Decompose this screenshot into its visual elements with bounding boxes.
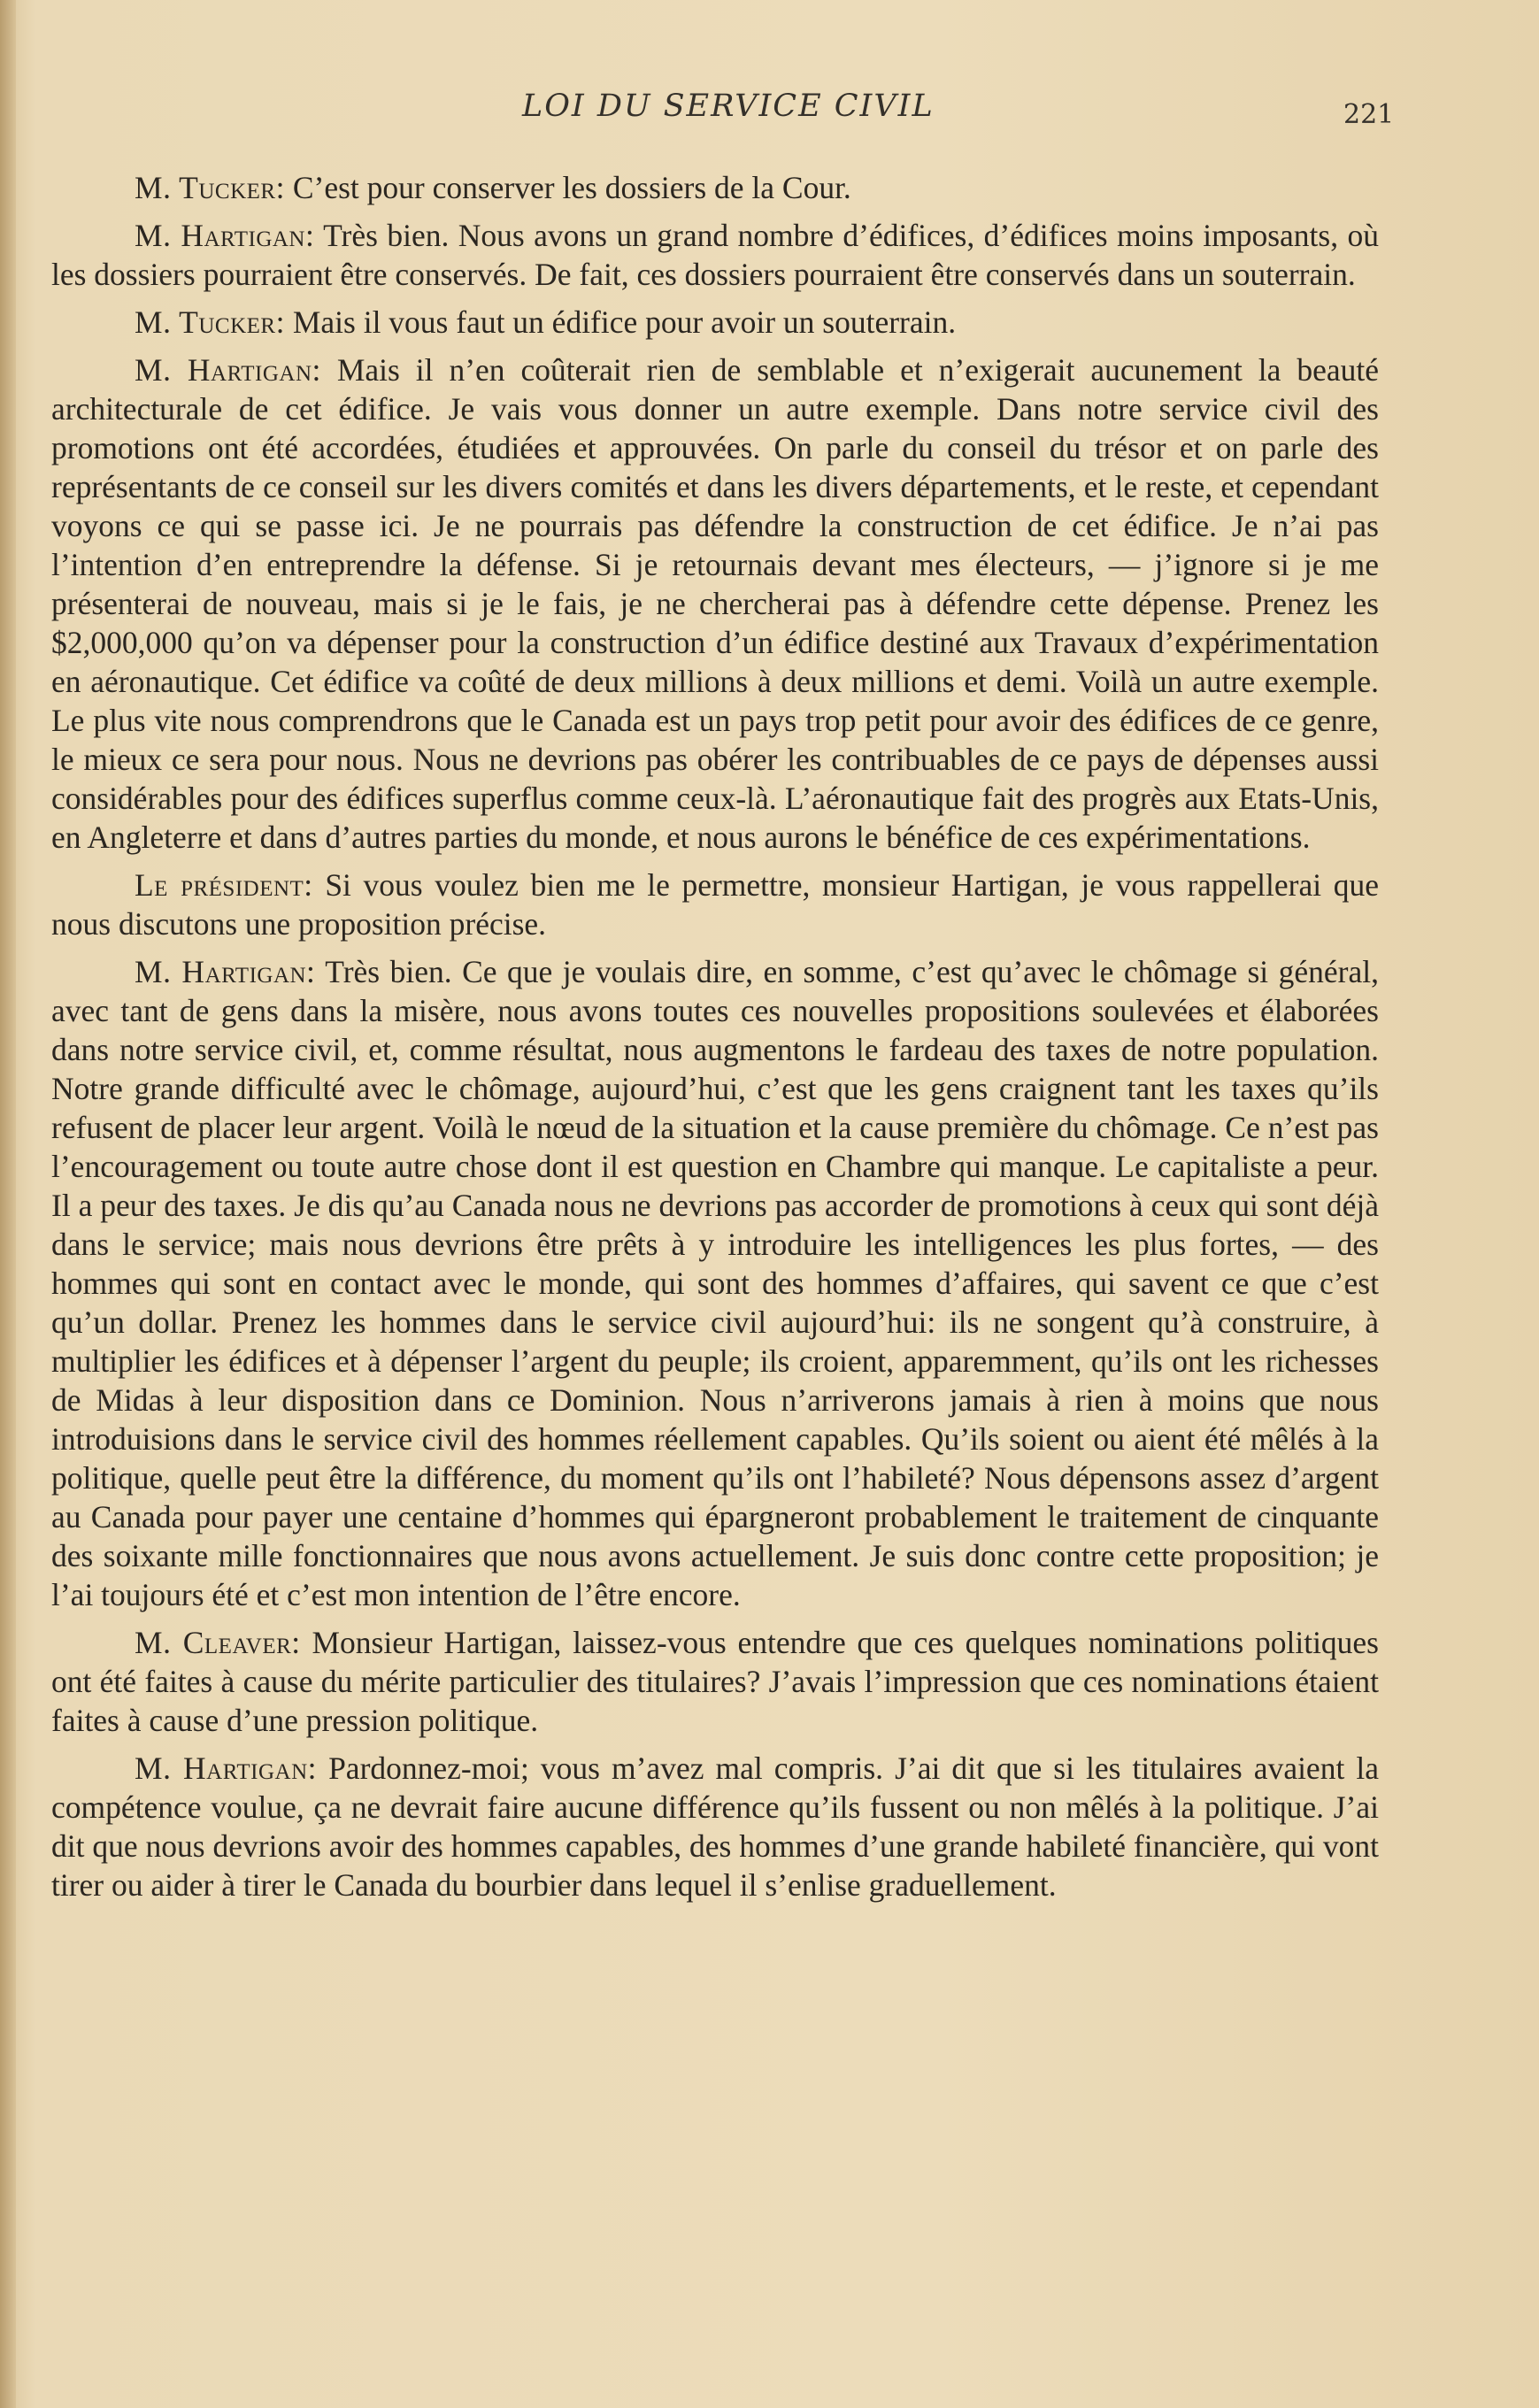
- paragraph: [51, 865, 1379, 943]
- paragraph-text: Mais il n’en coûterait rien de semblable et n’exigerait aucunement la beauté architecturale de cet édifice. Je vais vous donner un autre exemple. Dans notre service civil des promotions ont été accordées, étudiées et approuvées. On parle du conseil du trésor et on parle des représentants de ce conseil sur les divers comités et dans les divers départements, et le reste, et cependant voyons ce qui se passe ici. Je ne pourrais pas défendre la construction de cet édifice. Je n’ai pas l’intention d’en entreprendre la défense. Si je retournais devant mes électeurs, — j’ignore si je me présenterai de nouveau, mais si je le fais, je ne chercherai pas à défendre cette dépense. Prenez les $2,000,000 qu’on va dépenser pour la construction d’un édifice destiné aux Travaux d’expérimentation en aéronautique. Cet édifice va coûté de deux millions à deux millions et demi. Voilà un autre exemple. Le plus vite nous comprendrons que le Canada est un pays trop petit pour avoir des édifices de ce genre, le mieux ce sera pour nous. Nous ne devrions pas obérer les contribuables de ce pays de dépenses aussi considérables pour des édifices superflus comme ceux-là. L’aéronautique fait des progrès aux Etats-Unis, en Angleterre et dans d’autres parties du monde, et nous aurons le bénéfice de ces expérimentations.: [51, 352, 1379, 855]
- speaker-name: M. Hartigan:: [135, 352, 321, 388]
- speaker-name: M. Hartigan:: [135, 1750, 317, 1786]
- speaker-name: M. Hartigan:: [135, 954, 316, 989]
- running-title: LOI DU SERVICE CIVIL: [522, 88, 935, 124]
- page-number: 221: [1343, 99, 1395, 130]
- running-header: [0, 88, 1539, 133]
- paragraph: [51, 350, 1379, 857]
- speaker-name: M. Tucker:: [135, 304, 285, 340]
- paragraph-text: Très bien. Ce que je voulais dire, en somme, c’est qu’avec le chômage si général, avec tant de gens dans la misère, nous avons toutes ces nouvelles propositions soulevées et élaborées dans notre service civil, et, comme résultat, nous augmentons le fardeau des taxes de notre population. Notre grande difficulté avec le chômage, aujourd’hui, c’est que les gens craignent tant les taxes qu’ils refusent de placer leur argent. Voilà le nœud de la situation et la cause première du chômage. Ce n’est pas l’encouragement ou toute autre chose dont il est question en Chambre qui manque. Le capitaliste a peur. Il a peur des taxes. Je dis qu’au Canada nous ne devrions pas accorder de promotions à ceux qui sont déjà dans le service; mais nous devrions être prêts à y introduire les intelligences les plus fortes, — des hommes qui sont en contact avec le monde, qui sont des hommes d’affaires, qui savent ce que c’est qu’un dollar. Prenez les hommes dans le service civil aujourd’hui: ils ne songent qu’à construire, à multiplier les édifices et à dépenser l’argent du peuple; ils croient, apparemment, qu’ils ont les richesses de Midas à leur disposition dans ce Dominion. Nous n’arriverons jamais à rien à moins que nous introduisions dans le service civil des hommes réellement capables. Qu’ils soient ou aient été mêlés à la politique, quelle peut être la différence, du moment qu’ils ont l’habileté? Nous dépensons assez d’argent au Canada pour payer une centaine d’hommes qui épargneront probablement le traitement de cinquante des soixante mille fonctionnaires que nous avons actuellement. Je suis donc contre cette proposition; je l’ai toujours été et c’est mon intention de l’être encore.: [51, 954, 1379, 1612]
- transcript-body: [51, 168, 1379, 1913]
- paragraph: [51, 216, 1379, 294]
- paragraph: [51, 303, 1379, 342]
- speaker-name: M. Tucker:: [135, 170, 285, 205]
- speaker-name: M. Hartigan:: [135, 218, 315, 253]
- paragraph: [51, 1749, 1379, 1904]
- paragraph-text: Monsieur Hartigan, laissez-vous entendre que ces quelques nominations politiques ont été faites à cause du mérite particulier des titulaires? J’avais l’impression que ces nominations étaient faites à cause d’une pression politique.: [51, 1625, 1380, 1738]
- paragraph-text: C’est pour conserver les dossiers de la Cour.: [284, 170, 851, 205]
- page-spine-shadow: [0, 0, 16, 2408]
- speaker-name: Le président:: [135, 867, 313, 903]
- paragraph-text: Pardonnez-moi; vous m’avez mal compris. J’ai dit que si les titulaires avaient la compétence voulue, ça ne devrait faire aucune différence qu’ils fussent ou non mêlés à la politique. J’ai dit que nous devrions avoir des hommes capables, des hommes d’une grande habileté financière, qui vont tirer ou aider à tirer le Canada du bourbier dans lequel il s’enlise graduellement.: [51, 1750, 1379, 1903]
- paragraph-text: Si vous voulez bien me le permettre, monsieur Hartigan, je vous rappellerai que nous discutons une proposition précise.: [51, 867, 1379, 942]
- paragraph: [51, 1623, 1379, 1740]
- speaker-name: M. Cleaver:: [135, 1625, 301, 1660]
- paragraph-text: Mais il vous faut un édifice pour avoir un souterrain.: [284, 304, 957, 340]
- paragraph-text: Très bien. Nous avons un grand nombre d’édifices, d’édifices moins imposants, où les dossiers pourraient être conservés. De fait, ces dossiers pourraient être conservés dans un souterrain.: [51, 218, 1379, 292]
- paragraph: [51, 952, 1379, 1614]
- paragraph: [51, 168, 1379, 207]
